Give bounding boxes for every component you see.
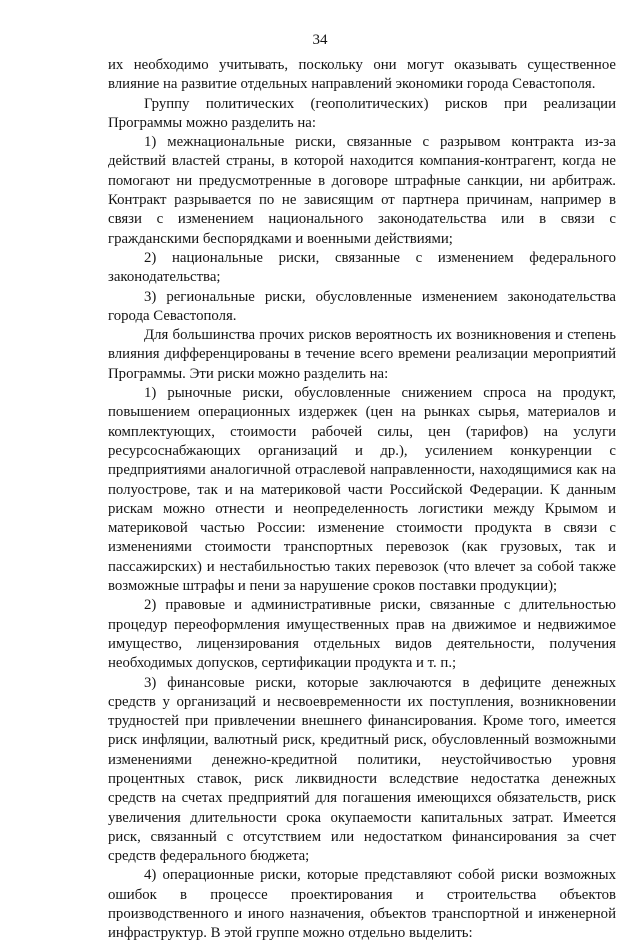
paragraph: 3) региональные риски, обусловленные изменением законодательства города Севастополя.	[108, 288, 616, 324]
paragraph: их необходимо учитывать, поскольку они могут оказывать существенное влияние на развитие отдельных направлений экономики города Севастополя.	[108, 57, 616, 93]
paragraph: 2) правовые и административные риски, связанные с длительностью процедур переоформления имущественных прав на движимое и недвижимое имущество, лицензирования отдельных видов деятельности, получения необходимых допусков, сертификации продукта и т. п.;	[108, 597, 616, 672]
paragraph: Для большинства прочих рисков вероятность их возникновения и степень влияния дифференцированы в течение всего времени реализации мероприятий Программы. Эти риски можно разделить на:	[108, 327, 616, 382]
body-text	[108, 56, 616, 944]
paragraph: 3) финансовые риски, которые заключаются в дефиците денежных средств у организаций и несвоевременности их поступления, возникновении трудностей при привлечении внешнего финансирования. Кроме того, имеется риск инфляции, валютный риск, кредитный риск, обусловленный возможными изменениями денежно-кредитной политики, неустойчивостью уровня процентных ставок, риск ликвидности вследствие недостатка денежных средств на счетах предприятий для погашения имеющихся обязательств, риск увеличения длительности срока окупаемости капитальных затрат. Имеется риск, связанный с отсутствием или недостатком финансирования за счет средств федерального бюджета;	[108, 674, 616, 865]
paragraph: 4) операционные риски, которые представляют собой риски возможных ошибок в процессе проектирования и строительства объектов производственного и иного назначения, объектов транспортной и инженерной инфраструктур. В этой группе можно отдельно выделить:	[108, 867, 616, 942]
page-number: 34	[312, 32, 328, 48]
paragraph: Группу политических (геополитических) рисков при реализации Программы можно разделить на:	[108, 95, 616, 131]
paragraph: 1) рыночные риски, обусловленные снижением спроса на продукт, повышением операционных издержек (цен на рынках сырья, материалов и комплектующих, стоимости рабочей силы, цен (тарифов) на услуги ресурсоснабжающих организаций и др.), усилением конкуренции с предприятиями аналогичной отраслевой направленности, находящимися как на полуострове, так и на материковой части Российской Федерации. К данным рискам можно отнести и неопределенность логистики между Крымом и материковой частью России: изменение стоимости продукта в связи с изменениями стоимости транспортных перевозок (как грузовых, так и пассажирских) и нестабильностью таких перевозок (что влечет за собой также возможные штрафы и пени за нарушение сроков поставки продукции);	[108, 385, 616, 595]
paragraph: 1) межнациональные риски, связанные с разрывом контракта из-за действий властей страны, в которой находится компания-контрагент, когда не помогают ни предусмотренные в договоре штрафные санкции, ни арбитраж. Контракт разрывается по не зависящим от партнера причинам, например в связи с изменением национального законодательства или в связи с гражданскими беспорядками и военными действиями;	[108, 134, 616, 247]
paragraph: 2) национальные риски, связанные с изменением федерального законодательства;	[108, 249, 616, 286]
